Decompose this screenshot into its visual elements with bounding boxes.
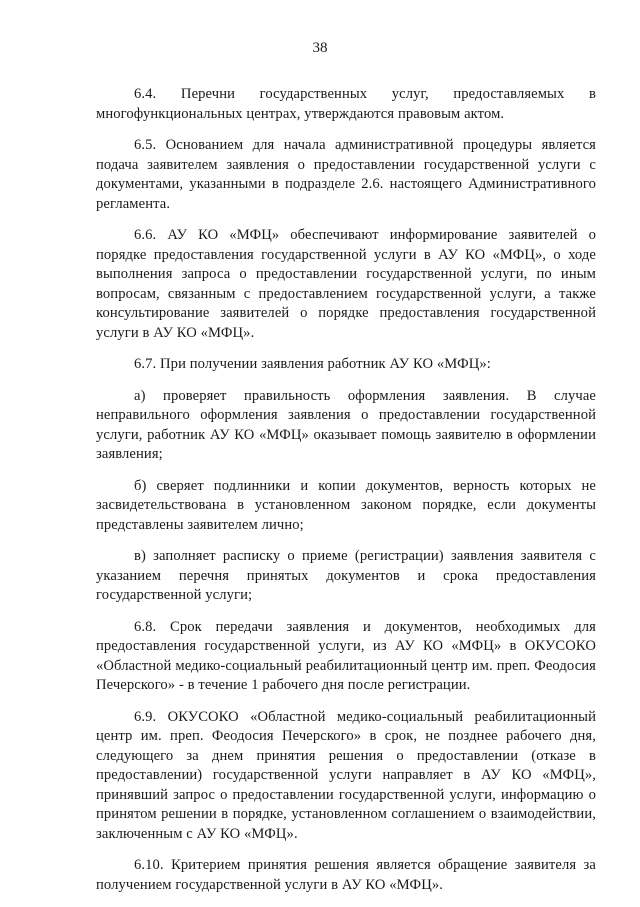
paragraph-6-4: 6.4. Перечни государственных услуг, предоставляемых в многофункциональных центрах, утверждаются правовым актом. (96, 86, 596, 122)
paragraph-6-7-b: б) сверяет подлинники и копии документов, верность которых не засвидетельствована в установленном законом порядке, если документы представлены заявителем лично; (96, 477, 596, 533)
paragraph-6-7: 6.7. При получении заявления работник АУ КО «МФЦ»: (134, 356, 491, 372)
paragraph-6-7-v: в) заполняет расписку о приеме (регистрации) заявления заявителя с указанием перечня принятых документов и срока предоставления государственной услуги; (96, 548, 596, 603)
page-number: 38 (312, 40, 328, 56)
document-body (96, 85, 596, 907)
paragraph-6-8: 6.8. Срок передачи заявления и документов, необходимых для предоставления государственной услуги, из АУ КО «МФЦ» в ОКУСОКО «Областной медико-социальный реабилитационный центр им. преп. Феодосия Печерского» - в течение 1 рабочего дня после регистрации. (96, 618, 596, 693)
paragraph-6-7-a: а) проверяет правильность оформления заявления. В случае неправильного оформления заявления о предоставлении государственной услуги, работник АУ КО «МФЦ» оказывает помощь заявителю в оформлении заявления; (96, 387, 596, 462)
paragraph-6-9: 6.9. ОКУСОКО «Областной медико-социальный реабилитационный центр им. преп. Феодосия Печерского» в срок, не позднее рабочего дня, следующего за днем принятия решения о предоставлении (отказе в предоставлении) государственной услуги направляет в АУ КО «МФЦ», принявший запрос о предоставлении государственной услуги, информацию о принятом решении в порядке, установленном соглашением о взаимодействии, заключенным с АУ КО «МФЦ». (96, 708, 596, 842)
paragraph-6-10: 6.10. Критерием принятия решения является обращение заявителя за получением государственной услуги в АУ КО «МФЦ». (96, 857, 596, 893)
paragraph-6-5: 6.5. Основанием для начала административной процедуры является подача заявителем заявления о предоставлении государственной услуги с документами, указанными в подразделе 2.6. настоящего Административного регламента. (96, 137, 596, 212)
paragraph-6-6: 6.6. АУ КО «МФЦ» обеспечивают информирование заявителей о порядке предоставления государственной услуги в АУ КО «МФЦ», о ходе выполнения запроса о предоставлении государственной услуги, по иным вопросам, связанным с предоставлением государственной услуги, а также консультирование заявителей о порядке предоставления государственной услуги в АУ КО «МФЦ». (96, 227, 596, 341)
